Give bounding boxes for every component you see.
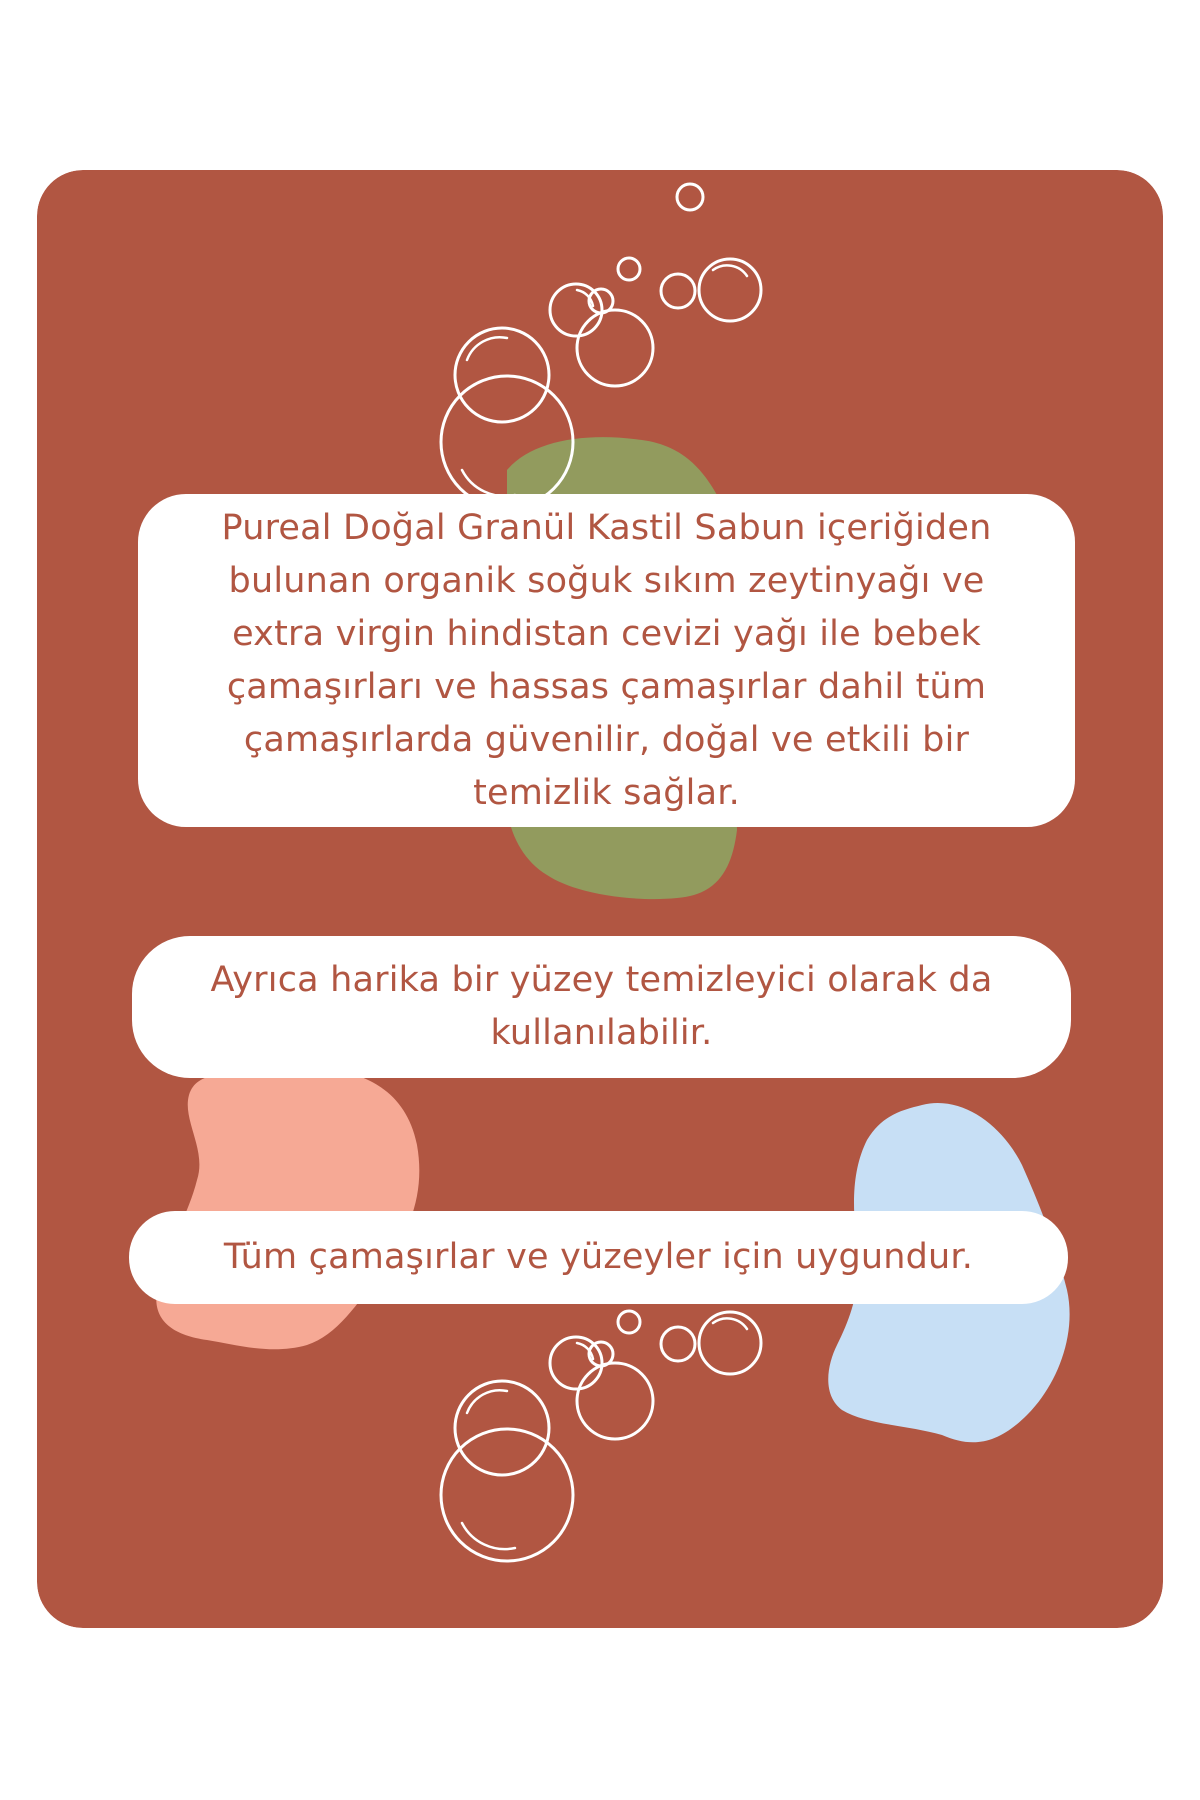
info-box-main: [138, 494, 1075, 827]
info-box-suitable: [129, 1211, 1068, 1304]
decorative-background: [37, 170, 1163, 1628]
info-box-surface: [132, 936, 1071, 1078]
info-text-surface: Ayrıca harika bir yüzey temizleyici olarak da kullanılabilir.: [210, 960, 993, 1053]
content-card: [37, 170, 1163, 1628]
info-text-suitable: Tüm çamaşırlar ve yüzeyler için uygundur.: [223, 1237, 974, 1277]
info-text-main: Pureal Doğal Granül Kastil Sabun içeriğiden bulunan organik soğuk sıkım zeytinyağı ve extra virgin hindistan cevizi yağı ile bebek çamaşırları ve hassas çamaşırlar dahil tüm çamaşırlarda güvenilir, doğal ve etkili bir temizlik sağlar.: [221, 507, 992, 813]
